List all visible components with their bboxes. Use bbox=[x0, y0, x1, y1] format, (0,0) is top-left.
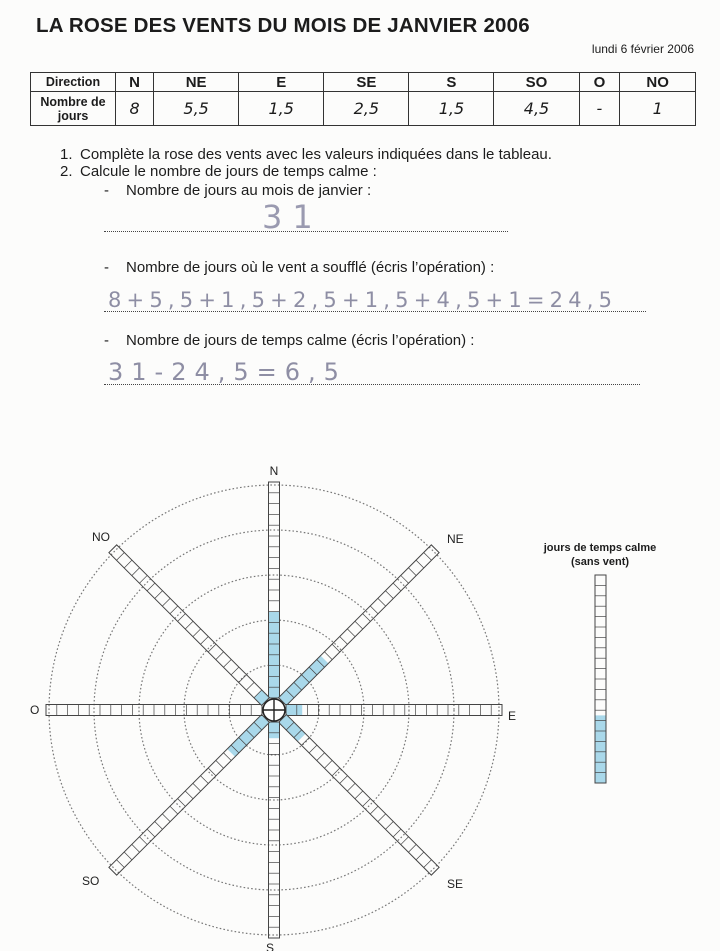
arm-tick bbox=[393, 583, 401, 591]
arm-tick bbox=[170, 606, 178, 614]
arm-tick bbox=[370, 606, 378, 614]
answer-2-line bbox=[104, 311, 646, 312]
arm-tick bbox=[347, 783, 355, 791]
dir-o: O bbox=[579, 73, 620, 92]
calm-title-line-2: (sans vent) bbox=[570, 556, 630, 568]
dir-so: SO bbox=[494, 73, 579, 92]
arm-tick bbox=[378, 814, 386, 822]
arm-tick bbox=[416, 852, 424, 860]
arm-tick bbox=[132, 568, 140, 576]
label-se: SE bbox=[447, 877, 464, 891]
wind-rose bbox=[0, 455, 720, 951]
arm-tick bbox=[139, 837, 147, 845]
val-no: 1 bbox=[620, 92, 696, 126]
arm-tick bbox=[132, 844, 140, 852]
days-label: Nombre de jours bbox=[31, 92, 116, 126]
arm-tick bbox=[401, 575, 409, 583]
arm-tick bbox=[246, 682, 254, 690]
arm-tick bbox=[185, 791, 193, 799]
rose-center bbox=[263, 699, 285, 721]
arm-tick bbox=[117, 860, 125, 868]
arm-tick bbox=[324, 760, 332, 768]
arm-tick bbox=[370, 806, 378, 814]
arm-fill-so bbox=[227, 715, 269, 757]
dash: - bbox=[104, 332, 109, 349]
question-1-text: Complète la rose des vents avec les valeurs indiquées dans le tableau. bbox=[80, 146, 552, 163]
dir-s: S bbox=[409, 73, 494, 92]
arm-tick bbox=[332, 644, 340, 652]
answer-3-line bbox=[104, 384, 640, 385]
arm-s bbox=[269, 722, 280, 938]
arm-tick bbox=[162, 598, 170, 606]
val-se: 2,5 bbox=[324, 92, 409, 126]
val-n: 8 bbox=[116, 92, 154, 126]
arm-tick bbox=[139, 575, 147, 583]
days-row bbox=[31, 92, 696, 126]
label-so: SO bbox=[82, 874, 100, 888]
arm-n bbox=[269, 482, 280, 698]
arm-tick bbox=[424, 553, 432, 561]
arm-tick bbox=[201, 637, 209, 645]
arm-tick bbox=[401, 837, 409, 845]
arm-tick bbox=[302, 738, 310, 746]
dir-ne: NE bbox=[154, 73, 239, 92]
arm-tick bbox=[193, 629, 201, 637]
arm-tick bbox=[340, 637, 348, 645]
direction-row bbox=[31, 73, 696, 92]
answer-1-line bbox=[104, 231, 508, 232]
arm-fill-s bbox=[269, 722, 280, 738]
date: lundi 6 février 2006 bbox=[591, 42, 694, 56]
val-ne: 5,5 bbox=[154, 92, 239, 126]
label-o: O bbox=[30, 703, 40, 717]
dash: - bbox=[104, 182, 109, 199]
arm-tick bbox=[309, 745, 317, 753]
arm-tick bbox=[117, 553, 125, 561]
arm-tick bbox=[185, 621, 193, 629]
wind-table bbox=[30, 72, 696, 126]
answer-1: 31 bbox=[262, 198, 323, 236]
direction-label: Direction bbox=[31, 73, 116, 92]
arm-tick bbox=[223, 753, 231, 761]
arm-tick bbox=[201, 776, 209, 784]
arm-tick bbox=[317, 753, 325, 761]
arm-tick bbox=[408, 568, 416, 576]
question-2-text: Calcule le nombre de jours de temps calme : bbox=[80, 163, 377, 180]
calm-bar bbox=[595, 575, 606, 783]
arm-tick bbox=[124, 560, 132, 568]
arm-tick bbox=[386, 591, 394, 599]
dash: - bbox=[104, 259, 109, 276]
arm-tick bbox=[363, 799, 371, 807]
label-s: S bbox=[265, 941, 275, 951]
arm-tick bbox=[178, 614, 186, 622]
arm-o bbox=[46, 705, 262, 716]
arm-tick bbox=[231, 667, 239, 675]
dir-se: SE bbox=[324, 73, 409, 92]
question-2-number: 2. bbox=[60, 163, 73, 180]
subquestion-2 bbox=[104, 259, 494, 276]
label-e: E bbox=[508, 709, 517, 723]
arm-tick bbox=[239, 675, 247, 683]
arm-fill-e bbox=[286, 705, 302, 716]
question-2 bbox=[60, 163, 377, 180]
arm-tick bbox=[324, 652, 332, 660]
dir-no: NO bbox=[620, 73, 696, 92]
arm-tick bbox=[355, 791, 363, 799]
arm-tick bbox=[416, 560, 424, 568]
label-n: N bbox=[269, 464, 279, 478]
answer-2: 8+5,5+1,5+2,5+1,5+4,5+1=24,5 bbox=[108, 288, 618, 312]
arm-tick bbox=[355, 621, 363, 629]
arm-tick bbox=[216, 652, 224, 660]
arm-tick bbox=[424, 860, 432, 868]
arm-tick bbox=[378, 598, 386, 606]
subquestion-2-text: Nombre de jours où le vent a soufflé (écris l’opération) : bbox=[126, 259, 495, 276]
label-ne: NE bbox=[447, 532, 464, 546]
arm-tick bbox=[223, 659, 231, 667]
arm-tick bbox=[178, 799, 186, 807]
subquestion-1-text: Nombre de jours au mois de janvier : bbox=[126, 182, 372, 199]
subquestion-1 bbox=[104, 182, 371, 199]
page-title: LA ROSE DES VENTS DU MOIS DE JANVIER 2006 bbox=[36, 14, 530, 37]
val-so: 4,5 bbox=[494, 92, 579, 126]
arm-tick bbox=[393, 829, 401, 837]
calm-title bbox=[525, 541, 675, 569]
arm-tick bbox=[170, 806, 178, 814]
arm-tick bbox=[347, 629, 355, 637]
answer-3: 31-24,5=6,5 bbox=[108, 358, 347, 386]
arm-tick bbox=[162, 814, 170, 822]
arm-tick bbox=[147, 583, 155, 591]
question-1 bbox=[60, 146, 552, 163]
arm-tick bbox=[155, 822, 163, 830]
calm-title-line-1: jours de temps calme bbox=[543, 542, 657, 554]
val-e: 1,5 bbox=[239, 92, 324, 126]
val-s: 1,5 bbox=[409, 92, 494, 126]
subquestion-3 bbox=[104, 332, 474, 349]
question-1-number: 1. bbox=[60, 146, 73, 163]
arm-tick bbox=[193, 783, 201, 791]
arm-tick bbox=[386, 822, 394, 830]
arm-tick bbox=[155, 591, 163, 599]
subquestion-3-text: Nombre de jours de temps calme (écris l’opération) : bbox=[126, 332, 475, 349]
arm-tick bbox=[216, 760, 224, 768]
label-no: NO bbox=[92, 530, 110, 544]
arm-so bbox=[109, 715, 270, 876]
arm-tick bbox=[408, 844, 416, 852]
arm-tick bbox=[340, 776, 348, 784]
val-o: - bbox=[579, 92, 620, 126]
arm-tick bbox=[147, 829, 155, 837]
arm-tick bbox=[124, 852, 132, 860]
dir-e: E bbox=[239, 73, 324, 92]
arm-e bbox=[286, 705, 502, 716]
dir-n: N bbox=[116, 73, 154, 92]
